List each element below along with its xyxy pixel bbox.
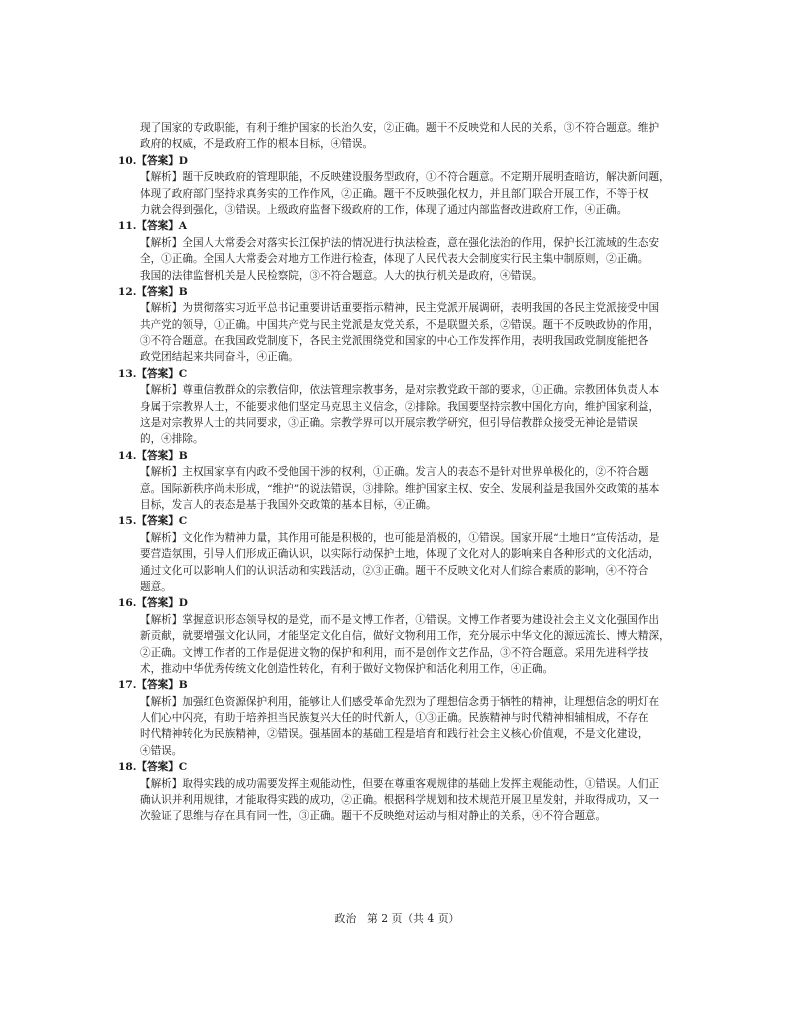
answer-line: 10.【答案】D xyxy=(118,154,188,167)
analysis-line: ③不符合题意。在我国政党制度下，各民主党派围绕党和国家的中心工作发挥作用，表明我国政党制度能把各 xyxy=(140,335,649,348)
text-line: 政府的权威，不是政府工作的根本目标，④错误。 xyxy=(140,138,374,151)
answer-line: 13.【答案】C xyxy=(118,367,188,380)
analysis-line: 人们心中闪亮，有助于培养担当民族复兴大任的时代新人，①③正确。民族精神与时代精神相辅相成，不存在 xyxy=(140,712,649,725)
text-line: 现了国家的专政职能，有利于维护国家的长治久安，②正确。题干不反映党和人民的关系，③不符合题意。维护 xyxy=(140,122,660,134)
question-15 xyxy=(118,513,678,595)
analysis-line: 【解析】文化作为精神力量，其作用可能是积极的，也可能是消极的，①错误。国家开展“土地日”宣传活动，是 xyxy=(140,531,660,544)
analysis-line: 意。国际新秩序尚未形成，“维护”的说法错误，③排除。维护国家主权、安全、发展利益是我国外交政策的基本 xyxy=(140,482,660,495)
intro-paragraph xyxy=(118,120,678,153)
analysis-line: 【解析】加强红色资源保护利用，能够让人们感受革命先烈为了理想信念勇于牺牲的精神，让理想信念的明灯在 xyxy=(140,695,660,708)
analysis-line: ②正确。文博工作者的工作是促进文物的保护和利用，而不是创作文艺作品，③不符合题意。采用先进科学技 xyxy=(140,646,649,659)
answer-line: 12.【答案】B xyxy=(118,285,188,298)
analysis-line: 的，④排除。 xyxy=(140,433,204,446)
analysis-line: 这是对宗教界人士的共同要求，③正确。宗教学界可以开展宗教学研究，但引导信教群众接受无神论是错误 xyxy=(140,417,638,430)
analysis-line: 确认识并利用规律，才能取得实践的成功，②正确。根据科学规划和技术规范开展卫星发射，并取得成功，又一 xyxy=(140,794,660,807)
page-footer: 政治 第 2 页（共 4 页） xyxy=(334,912,460,925)
question-14 xyxy=(118,448,678,514)
analysis-line: 我国的法律监督机关是人民检察院，③不符合题意。人大的执行机关是政府，④错误。 xyxy=(140,269,543,282)
analysis-line: 通过文化可以影响人们的认识活动和实践活动，②③正确。题干不反映文化对人们综合素质的影响，④不符合 xyxy=(140,564,649,577)
answer-line: 15.【答案】C xyxy=(118,515,188,528)
analysis-line: 新贡献，就要增强文化认同，才能坚定文化自信，做好文物利用工作，充分展示中华文化的源远流长、博大精深， xyxy=(140,630,670,643)
answer-key-content xyxy=(118,120,678,825)
question-10 xyxy=(118,153,678,219)
analysis-line: 次验证了思维与存在具有同一性，③正确。题干不反映绝对运动与相对静止的关系，④不符合题意。 xyxy=(140,810,607,823)
analysis-line: 【解析】为贯彻落实习近平总书记重要讲话重要指示精神，民主党派开展调研，表明我国的各民主党派接受中国 xyxy=(140,302,660,315)
analysis-line: 政党团结起来共同奋斗，④正确。 xyxy=(140,351,299,364)
question-16 xyxy=(118,595,678,677)
question-18 xyxy=(118,759,678,825)
analysis-line: 【解析】掌握意识形态领导权的是党，而不是文博工作者，①错误。文博工作者要为建设社会主义文化强国作出 xyxy=(140,613,660,626)
analysis-line: 要营造氛围，引导人们形成正确认识，以实际行动保护土地，体现了文化对人的影响来自各种形式的文化活动， xyxy=(140,548,660,561)
answer-line: 18.【答案】C xyxy=(118,761,188,774)
question-17 xyxy=(118,677,678,759)
answer-line: 14.【答案】B xyxy=(118,449,188,462)
analysis-line: 目标，发言人的表态是基于我国外交政策的基本目标，④正确。 xyxy=(140,498,437,511)
analysis-line: 【解析】题干反映政府的管理职能，不反映建设服务型政府，①不符合题意。不定期开展明查暗访，解决新问题， xyxy=(140,171,670,184)
analysis-line: 共产党的领导，①正确。中国共产党与民主党派是友党关系，不是联盟关系，②错误。题干不反映政协的作用， xyxy=(140,318,660,331)
analysis-line: 【解析】主权国家享有内政不受他国干涉的权利，①正确。发言人的表态不是针对世界单极化的，②不符合题 xyxy=(140,466,649,479)
analysis-line: 全，①正确。全国人大常委会对地方工作进行检查，体现了人民代表大会制度实行民主集中制原则，②正确。 xyxy=(140,253,649,266)
analysis-line: 身属于宗教界人士，不能要求他们坚定马克思主义信念，②排除。我国要坚持宗教中国化方向，维护国家利益， xyxy=(140,400,660,413)
question-13 xyxy=(118,366,678,448)
analysis-line: 题意。 xyxy=(140,580,172,593)
analysis-line: 力就会得到强化，③错误。上级政府监督下级政府的工作，体现了通过内部监督改进政府工作，④正确。 xyxy=(140,203,628,216)
analysis-line: 体现了政府部门坚持求真务实的工作作风，②正确。题干不反映强化权力，并且部门联合开展工作，不等于权 xyxy=(140,187,649,200)
answer-line: 11.【答案】A xyxy=(118,220,188,233)
analysis-line: 术，推动中华优秀传统文化创造性转化，有利于做好文物保护和活化利用工作，④正确。 xyxy=(140,662,554,675)
answer-line: 16.【答案】D xyxy=(118,597,188,610)
analysis-line: 时代精神转化为民族精神，②错误。强基固本的基础工程是培育和践行社会主义核心价值观，不是文化建设， xyxy=(140,728,649,741)
analysis-line: 【解析】取得实践的成功需要发挥主观能动性，但要在尊重客观规律的基础上发挥主观能动性，①错误。人们正 xyxy=(140,777,660,790)
answer-line: 17.【答案】B xyxy=(118,679,188,692)
question-11 xyxy=(118,218,678,284)
analysis-line: 【解析】全国人大常委会对落实长江保护法的情况进行执法检查，意在强化法治的作用，保护长江流域的生态安 xyxy=(140,236,660,249)
analysis-line: ④错误。 xyxy=(140,744,183,757)
question-12 xyxy=(118,284,678,366)
analysis-line: 【解析】尊重信教群众的宗教信仰，依法管理宗教事务，是对宗教党政干部的要求，①正确。宗教团体负责人本 xyxy=(140,384,660,397)
